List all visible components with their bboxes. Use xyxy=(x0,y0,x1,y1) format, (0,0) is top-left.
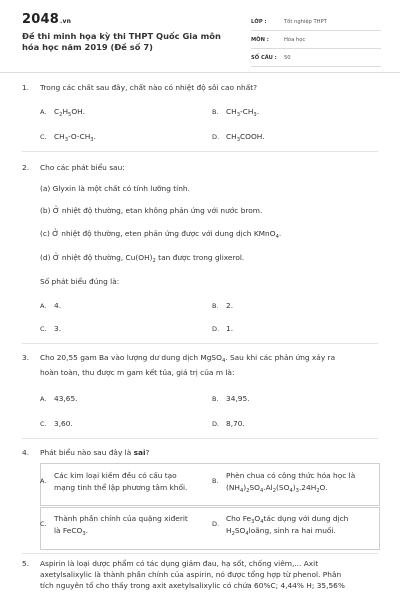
meta-table xyxy=(251,13,381,67)
formula-subscript: 2 xyxy=(231,531,235,537)
question-number: 1. xyxy=(22,83,30,92)
statement-text: (c) Ở nhiệt độ thường, eten phản ứng được với dung dịch KMnO xyxy=(40,229,276,238)
formula-subscript: 3 xyxy=(295,488,299,494)
question-text-part: ? xyxy=(145,448,150,457)
option-line-2 xyxy=(226,525,336,540)
formula-part: OH. xyxy=(71,107,85,116)
q4-option-b[interactable] xyxy=(212,470,382,500)
question-text xyxy=(40,558,385,591)
option-label: B. xyxy=(212,108,219,116)
option-text: 34,95. xyxy=(226,394,250,403)
question-text-part: tích nguyên tố cho thấy trong axit axetylsalixylic có chứa 60%C; 4,44% H; 35,56% xyxy=(40,581,345,590)
formula-subscript: 2 xyxy=(272,488,277,494)
formula-subscript: 4 xyxy=(221,358,226,364)
q2-option-c[interactable] xyxy=(40,323,61,335)
meta-row-class xyxy=(251,13,381,31)
meta-value: Tốt nghiệp THPT xyxy=(284,18,327,25)
question-text-part: . Sau khi các phản ứng xảy ra xyxy=(225,353,336,362)
q1-option-b[interactable] xyxy=(212,106,259,121)
option-line-1: Thành phần chính của quặng xiđerit xyxy=(54,514,188,523)
option-text: 2. xyxy=(226,301,234,310)
divider xyxy=(22,553,378,554)
formula-subscript: 3 xyxy=(253,112,257,118)
q4-option-c[interactable] xyxy=(40,513,205,543)
formula-part: ) xyxy=(243,483,247,492)
question-text-part: Phát biểu nào sau đây là xyxy=(40,448,134,457)
q2-option-a[interactable] xyxy=(40,300,61,312)
formula-subscript: 3 xyxy=(251,519,255,525)
formula-subscript: 4 xyxy=(289,488,293,494)
option-label: D. xyxy=(212,420,220,428)
question-text xyxy=(40,447,385,458)
formula-subscript: 2 xyxy=(59,112,63,118)
formula-part: C xyxy=(54,107,60,116)
formula-part: ) xyxy=(292,483,296,492)
option-label: A. xyxy=(40,477,47,485)
meta-key: LỚP : xyxy=(251,18,267,25)
page-title: Đề thi minh họa kỳ thi THPT Quốc Gia môn hóa học năm 2019 (Đề số 7) xyxy=(22,31,221,52)
formula-subscript: 2 xyxy=(152,258,156,264)
formula-part: (SO xyxy=(276,483,290,492)
question-number: 3. xyxy=(22,353,30,362)
q1-option-d[interactable] xyxy=(212,131,265,146)
option-line-1: Các kim loại kiềm đều có cấu tạo xyxy=(54,471,177,480)
statement-text: tan được trong glixerol. xyxy=(155,253,245,262)
formula-part: loãng, sinh ra hai muối. xyxy=(248,526,336,535)
question-text-part: Aspirin là loại dược phẩm có tác dụng giảm đau, hạ sốt, chống viêm,... Axit xyxy=(40,559,319,568)
formula-subscript: 2 xyxy=(246,488,250,494)
formula-part: -O-CH xyxy=(68,132,91,141)
formula-part: tác dụng với dung dịch xyxy=(263,514,349,523)
formula-subscript: 3 xyxy=(90,137,94,143)
logo[interactable] xyxy=(22,12,71,27)
statement-a: (a) Glyxin là một chất có tính lưỡng tính. xyxy=(40,184,190,193)
option-label: C. xyxy=(40,325,47,333)
option-label: A. xyxy=(40,395,47,403)
question-text-part: axetylsalixylic là thành phần chính của aspirin, nó được tổng hợp từ phenol. Phân xyxy=(40,570,342,579)
statement-c xyxy=(40,228,281,243)
meta-row-count xyxy=(251,49,381,67)
question-text: Trong các chất sau đây, chất nào có nhiệt độ sôi cao nhất? xyxy=(40,83,258,92)
option-line-2 xyxy=(54,525,88,540)
question-text xyxy=(40,352,385,378)
q2-option-d[interactable] xyxy=(212,323,233,335)
formula-part: CH xyxy=(226,107,237,116)
header xyxy=(0,0,400,73)
formula-subscript: 3 xyxy=(82,531,86,537)
formula-part: -CH xyxy=(240,107,254,116)
option-text: 8,70. xyxy=(226,419,245,428)
meta-key: MÔN : xyxy=(251,36,269,43)
option-line-2 xyxy=(226,482,327,497)
option-label: D. xyxy=(212,520,220,528)
question-number: 4. xyxy=(22,448,30,457)
option-label: C. xyxy=(40,520,47,528)
formula-subscript: 2 xyxy=(316,488,320,494)
question-number: 2. xyxy=(22,163,30,172)
statement-b: (b) Ở nhiệt độ thường, etan không phản ứng với nước brom. xyxy=(40,206,263,215)
option-line-2: mạng tinh thể lập phương tâm khối. xyxy=(54,483,188,492)
formula-subscript: 4 xyxy=(239,488,244,494)
formula-part: . xyxy=(85,526,88,535)
meta-value: Hóa học xyxy=(284,36,306,43)
formula-part: CH xyxy=(54,132,65,141)
formula-part: H xyxy=(226,526,232,535)
formula-part: . xyxy=(256,107,260,116)
option-label: B. xyxy=(212,302,219,310)
question-emphasis: sai xyxy=(133,448,146,457)
q4-option-d[interactable] xyxy=(212,513,382,543)
formula-subscript: 3 xyxy=(236,137,241,143)
q3-option-a[interactable] xyxy=(40,393,78,405)
question-number: 5. xyxy=(22,559,30,568)
q3-option-d[interactable] xyxy=(212,418,245,430)
formula-part: .24H xyxy=(298,483,317,492)
option-label: D. xyxy=(212,133,220,141)
formula-part: SO xyxy=(249,483,260,492)
formula-part: CH xyxy=(226,132,237,141)
formula-part: Cho Fe xyxy=(226,514,252,523)
formula-subscript: 3 xyxy=(236,112,241,118)
formula-subscript: 4 xyxy=(245,531,249,537)
q2-option-b[interactable] xyxy=(212,300,233,312)
divider xyxy=(22,151,378,152)
option-text: 4. xyxy=(54,301,62,310)
q3-option-b[interactable] xyxy=(212,393,250,405)
question-text-part: Cho 20,55 gam Ba vào lượng dư dung dịch MgSO xyxy=(40,353,222,362)
formula-subscript: 4 xyxy=(275,234,279,240)
option-label: B. xyxy=(212,477,219,485)
option-line-1: Phèn chua có công thức hóa học là xyxy=(226,471,356,480)
q4-option-a[interactable] xyxy=(40,470,205,500)
option-label: A. xyxy=(40,302,47,310)
statement-text: (d) Ở nhiệt độ thường, Cu(OH) xyxy=(40,253,153,262)
question-text-part: hoàn toàn, thu được m gam kết tủa, giá trị của m là: xyxy=(40,368,235,377)
option-text: 1. xyxy=(226,324,234,333)
formula-part: (NH xyxy=(226,483,240,492)
formula-subscript: 4 xyxy=(260,519,264,525)
option-text: 3,60. xyxy=(54,419,73,428)
formula-part: O xyxy=(254,514,261,523)
option-label: C. xyxy=(40,420,47,428)
question-text: Cho các phát biểu sau: xyxy=(40,163,125,172)
q1-option-c[interactable] xyxy=(40,131,96,146)
statement-d xyxy=(40,252,244,267)
meta-key: SỐ CÂU : xyxy=(251,54,277,61)
meta-value: 50 xyxy=(284,54,291,61)
formula-part: SO xyxy=(234,526,246,535)
divider xyxy=(22,343,378,344)
statement-text: . xyxy=(278,229,282,238)
option-label: C. xyxy=(40,133,47,141)
option-label: A. xyxy=(40,108,47,116)
logo-suffix: .vn xyxy=(59,18,72,25)
formula-part: . xyxy=(93,132,96,141)
formula-part: .Al xyxy=(263,483,273,492)
formula-part: là FeCO xyxy=(54,526,83,535)
formula-part: O. xyxy=(319,483,328,492)
logo-main: 2048 xyxy=(22,12,59,27)
divider xyxy=(22,438,378,439)
option-text: 3. xyxy=(54,324,62,333)
formula-part: H xyxy=(62,107,69,116)
formula-subscript: 4 xyxy=(259,488,264,494)
option-label: D. xyxy=(212,325,220,333)
q3-option-c[interactable] xyxy=(40,418,73,430)
question-prompt: Số phát biểu đúng là: xyxy=(40,277,120,286)
option-text: 43,65. xyxy=(54,394,78,403)
formula-part: COOH. xyxy=(240,132,265,141)
formula-subscript: 3 xyxy=(64,137,69,143)
formula-subscript: 5 xyxy=(68,112,72,118)
meta-row-subject xyxy=(251,31,381,49)
option-label: B. xyxy=(212,395,219,403)
q1-option-a[interactable] xyxy=(40,106,85,121)
